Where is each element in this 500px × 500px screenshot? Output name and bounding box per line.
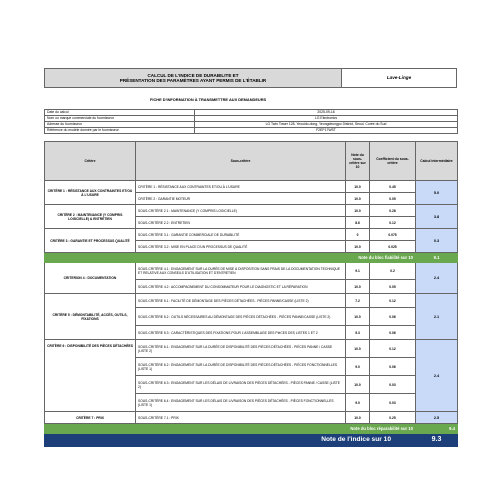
intermediate-cell: 3.8: [416, 205, 458, 229]
bloc-fiabilite-row: [45, 253, 458, 263]
col-header-sous-critere: Sous-critère: [136, 142, 346, 181]
table-row: [45, 412, 458, 424]
coef-cell: 0.12: [370, 340, 416, 358]
coef-cell: 0.05: [370, 193, 416, 205]
title-line-1: CALCUL DE L'INDICE DE DURABILITE ET: [147, 72, 239, 78]
intermediate-cell: 2.4: [416, 340, 458, 412]
final-score-label: Note de l'indice sur 10: [45, 434, 416, 447]
criterion-cell: CRITÈRE 6 : DISPONIBILITÉ DES PIÈCES DÉTACHÉES: [45, 340, 136, 412]
note-cell: 7.2: [346, 294, 370, 308]
sub-criterion-cell: SOUS-CRITÈRE 2.2 : ENTRETIEN: [136, 217, 346, 229]
sub-criterion-cell: SOUS-CRITÈRE 5.2 : OUTILS NÉCESSAIRES AU DÉMONTAGE DES PIÈCES DÉTACHÉES - PIÈCES PANNE/CASSE (LISTE 2): [136, 308, 346, 326]
info-row: [45, 128, 458, 134]
sub-criterion-cell: SOUS-CRITÈRE 6.1 : ENGAGEMENT SUR LA DURÉE DE DISPONIBILITÉ DES PIÈCES DÉTACHÉES - PIÈCES PANNE / CASSE (LISTE 2): [136, 340, 346, 358]
final-score-value: 9.3: [416, 434, 458, 447]
coef-cell: 0.06: [370, 358, 416, 376]
intermediate-cell: 0.3: [416, 229, 458, 253]
coef-cell: 0.06: [370, 308, 416, 326]
bloc-reparabilite-label: Note du bloc réparabilité sur 10: [45, 424, 416, 434]
coef-cell: 0.45: [370, 181, 416, 193]
note-cell: 10.0: [346, 205, 370, 217]
sub-criterion-cell: SOUS-CRITÈRE 3.1 : GARANTIE COMMERCIALE DE DURABILITÉ: [136, 229, 346, 241]
info-value: LG Electronics: [195, 116, 458, 122]
info-label: Date du calcul: [45, 110, 195, 116]
criterion-cell: CRITERION 4 : DOCUMENTATION: [45, 263, 136, 294]
note-cell: 10.0: [346, 241, 370, 253]
sub-criterion-cell: SOUS-CRITÈRE 3.2 : MISE EN PLACE D'UN PROCESSUS DE QUALITÉ: [136, 241, 346, 253]
sub-criterion-cell: SOUS-CRITÈRE 2.1 : MAINTENANCE (Y COMPRIS LOGICIELLE): [136, 205, 346, 217]
coef-cell: 0.25: [370, 412, 416, 424]
coef-cell: 0.06: [370, 326, 416, 340]
title-line-2: PRÉSENTATION DES PARAMÈTRES AYANT PERMIS DE L'ÉTABLIR: [119, 78, 267, 83]
coef-cell: 0.075: [370, 229, 416, 241]
note-cell: 9.1: [346, 263, 370, 280]
bloc-reparabilite-row: [45, 424, 458, 434]
table-header-row: [45, 142, 458, 181]
product-type: Lave-Linge: [342, 69, 457, 88]
note-cell: 8.6: [346, 217, 370, 229]
criterion-cell: CRITÈRE 1 : RÉSISTANCE AUX CONTRAINTES ET/OU À L'USURE: [45, 181, 136, 205]
info-value: F2EP17WST: [195, 128, 458, 134]
sub-criterion-cell: CRITÈRE 1 : RÉSISTANCE AUX CONTRAINTES ET/OU À L'USURE: [136, 181, 346, 193]
note-cell: 10.0: [346, 376, 370, 394]
coef-cell: 0.025: [370, 241, 416, 253]
supplier-info-table: [44, 109, 458, 134]
note-cell: 10.0: [346, 308, 370, 326]
criterion-cell: CRITÈRE 5 : DÉMONTABILITÉ, ACCÈS, OUTILS, FIXATIONS: [45, 294, 136, 340]
col-header-note: Note du sous-critère sur 10: [346, 142, 370, 181]
score-table: [44, 141, 458, 447]
info-label: Nom ou marque commerciale du fournisseur: [45, 116, 195, 122]
col-header-calcul: Calcul intermédiaire: [416, 142, 458, 181]
coef-cell: 0.03: [370, 376, 416, 394]
criterion-cell: CRITÈRE 7 : PRIX: [45, 412, 136, 424]
table-row: [45, 181, 458, 193]
sub-criterion-cell: SOUS-CRITÈRE 7.1 : PRIX: [136, 412, 346, 424]
coef-cell: 0.2: [370, 263, 416, 280]
document-title: [45, 69, 342, 88]
info-label: Référence du modèle donnée par le fournisseur: [45, 128, 195, 134]
intermediate-cell: 2.4: [416, 263, 458, 294]
table-row: [45, 294, 458, 308]
intermediate-cell: 5.0: [416, 181, 458, 205]
bloc-fiabilite-label: Note du bloc fiabilité sur 10: [45, 253, 416, 263]
info-value: LG Twin Tower 128, Yeouido-dong, Yeongdeungpo District, Seoul, Corée du Sud: [195, 122, 458, 128]
sub-criterion-cell: SOUS-CRITÈRE 6.4 : ENGAGEMENT SUR LES DÉLAIS DE LIVRAISON DES PIÈCES DÉTACHÉES - PIÈCES FONCTIONNELLES (LISTE 1): [136, 394, 346, 412]
criterion-cell: CRITÈRE 2 : MAINTENANCE (Y COMPRIS LOGICIELLE) & ENTRETIEN: [45, 205, 136, 229]
sub-criterion-cell: SOUS-CRITÈRE 4.2 : ACCOMPAGNEMENT DU CONSOMMATEUR POUR LE DIAGNOSTIC ET LA RÉPARATION: [136, 280, 346, 294]
sub-criterion-cell: SOUS-CRITÈRE 6.3 : ENGAGEMENT SUR LES DÉLAIS DE LIVRAISON DES PIÈCES DÉTACHÉES - PIÈCES PANNE / CASSE (LISTE 2): [136, 376, 346, 394]
col-header-coef: Coefficient du sous-critère: [370, 142, 416, 181]
note-cell: 5.3: [346, 326, 370, 340]
info-label: Adresse du fournisseur: [45, 122, 195, 128]
coef-cell: 0.28: [370, 205, 416, 217]
sub-criterion-cell: SOUS-CRITÈRE 5.1 : FACILITÉ DE DÉMONTAGE DES PIÈCES DÉTACHÉES - PIÈCES PANNE/CASSE (LISTE 2): [136, 294, 346, 308]
table-row: [45, 205, 458, 217]
title-table: [44, 68, 457, 88]
note-cell: 10.0: [346, 280, 370, 294]
intermediate-cell: 2.5: [416, 412, 458, 424]
sub-criterion-cell: SOUS-CRITÈRE 4.1 : ENGAGEMENT SUR LA DURÉE DE MISE À DISPOSITION SANS FRAIS DE LA DOCUMENTATION TECHNIQUE ET RELATIVE AUX CONSEILS D'UTILISATION ET D'ENTRETIEN: [136, 263, 346, 280]
coef-cell: 0.05: [370, 280, 416, 294]
criterion-cell: CRITÈRE 3 : GARANTIE ET PROCESSUS QUALITÉ: [45, 229, 136, 253]
info-value: 2025-09-16: [195, 110, 458, 116]
note-cell: 10.0: [346, 193, 370, 205]
final-score-row: [45, 434, 458, 447]
note-cell: 10.0: [346, 340, 370, 358]
intermediate-cell: 2.1: [416, 294, 458, 340]
coef-cell: 0.03: [370, 394, 416, 412]
bloc-fiabilite-value: 9.1: [416, 253, 458, 263]
coef-cell: 0.12: [370, 217, 416, 229]
table-row: [45, 340, 458, 358]
subtitle: FICHE D'INFORMATION À TRANSMETTRE AUX DEMANDEURS: [150, 97, 267, 102]
sub-criterion-cell: SOUS-CRITÈRE 5.3 : CARACTÉRISTIQUES DES FIXATIONS POUR L'ASSEMBLAGE DES PIèCES DES LISTES 1 ET 2: [136, 326, 346, 340]
coef-cell: 0.12: [370, 294, 416, 308]
note-cell: 10.0: [346, 181, 370, 193]
note-cell: 9.0: [346, 358, 370, 376]
note-cell: 10.0: [346, 412, 370, 424]
note-cell: 0: [346, 229, 370, 241]
col-header-critere: Critère: [45, 142, 136, 181]
table-row: [45, 263, 458, 280]
bloc-reparabilite-value: 9.4: [416, 424, 458, 434]
note-cell: 9.0: [346, 394, 370, 412]
sub-criterion-cell: CRITÈRE 2 : GARANTIE MOTEUR: [136, 193, 346, 205]
sub-criterion-cell: SOUS-CRITÈRE 6.2 : ENGAGEMENT SUR LA DURÉE DE DISPONIBILITÉ DES PIÈCES DÉTACHÉES - PIÈCES FONCTIONNELLES (LISTE 1): [136, 358, 346, 376]
table-row: [45, 229, 458, 241]
